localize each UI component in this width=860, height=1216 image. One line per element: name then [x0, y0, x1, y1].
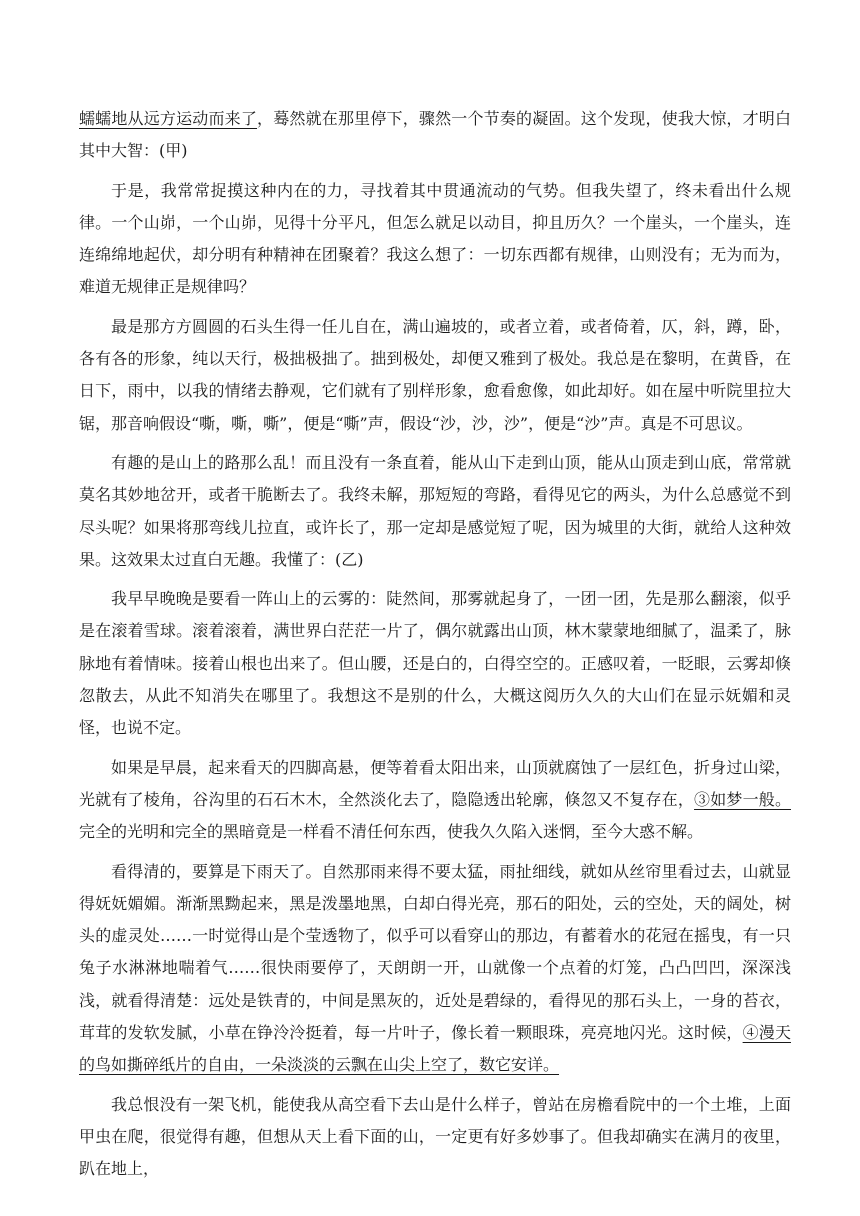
paragraph-8 [79, 1089, 791, 1186]
article-body [79, 103, 791, 1193]
text-run: 看得清的，要算是下雨天了。自然那雨来得不要太猛，雨扯细线，就如从丝帘里看过去，山就显得妩妩媚媚。渐渐黑黝起来，黑是泼墨地黑，白却白得光亮，那石的阳处，云的空处，天的阔处，树头的虚灵处……一时觉得山是个莹透物了，似乎可以看穿山的那边，有蓄着水的花冠在摇曳，有一只兔子水淋淋地喘着气……很快雨要停了，天朗朗一开，山就像一个点着的灯笼，凸凸凹凹，深深浅浅，就看得清楚：远处是铁青的，中间是黑灰的，近处是碧绿的，看得见的那石头上，一身的苔衣，茸茸的发软发腻，小草在铮泠泠挺着，每一片叶子，像长着一颗眼珠，亮亮地闪光。这时候， [79, 861, 791, 1043]
paragraph-3 [79, 311, 791, 440]
underlined-sentence-4: ④漫天的鸟如撕碎纸片的自由，一朵淡淡的云飘在山尖上空了，数它安详。 [79, 1023, 791, 1075]
text-run: 于是，我常常捉摸这种内在的力，寻找着其中贯通流动的气势。但我失望了，终未看出什么规律。一个山峁，一个山峁，见得十分平凡，但怎么就足以动目，抑且历久？一个崖头，一个崖头，连连绵绵地起伏，却分明有种精神在团聚着？我这么想了：一切东西都有规律，山则没有；无为而为，难道无规律正是规律吗？ [79, 180, 791, 297]
text-run: ，蓦然就在那里停下，骤然一个节奏的凝固。这个发现，使我大惊，才明白其中大智：(甲) [79, 109, 791, 161]
text-run: 我早早晚晚是要看一阵山上的云雾的：陡然间，那雾就起身了，一团一团，先是那么翻滚，似乎是在滚着雪球。滚着滚着，满世界白茫茫一片了，偶尔就露出山顶，林木蒙蒙地细腻了，温柔了，脉脉地有着情味。接着山根也出来了。但山腰，还是白的，白得空空的。正感叹着，一眨眼，云雾却倏忽散去，从此不知消失在哪里了。我想这不是别的什么，大概这阅历久久的大山们在显示妩媚和灵怪，也说不定。 [79, 589, 791, 738]
paragraph-5 [79, 583, 791, 744]
paragraph-1 [79, 103, 791, 168]
text-run: 有趣的是山上的路那么乱！而且没有一条直着，能从山下走到山顶，能从山顶走到山底，常常就莫名其妙地岔开，或者干脆断去了。我终未解，那短短的弯路，看得见它的两头，为什么总感觉不到尽头呢？如果将那弯线儿拉直，或许长了，那一定却是感觉短了呢，因为城里的大街，就给人这种效果。这效果太过直白无趣。我懂了：(乙) [79, 452, 791, 569]
paragraph-4 [79, 447, 791, 576]
paragraph-6 [79, 752, 791, 849]
paragraph-2 [79, 175, 791, 304]
underlined-phrase: 蠕蠕地从远方运动而来了 [79, 109, 258, 128]
underlined-sentence-3: ③如梦一般。 [694, 789, 791, 809]
text-run: 最是那方方圆圆的石头生得一任儿自在，满山遍坡的，或者立着，或者倚着，仄，斜，蹲，卧，各有各的形象，纯以天行，极拙极拙了。拙到极处，却便又雅到了极处。我总是在黎明，在黄昏，在日下，雨中，以我的情绪去静观，它们就有了别样形象，愈看愈像，如此却好。如在屋中听院里拉大锯，那音响假设“嘶，嘶，嘶”，便是“嘶”声，假设“沙，沙，沙”，便是“沙”声。真是不可思议。 [79, 316, 791, 433]
text-run: 完全的光明和完全的黑暗竟是一样看不清任何东西，使我久久陷入迷惘，至今大惑不解。 [79, 822, 704, 842]
paragraph-7 [79, 856, 791, 1082]
text-run: 如果是早晨，起来看天的四脚高悬，便等着看太阳出来，山顶就腐蚀了一层红色，折身过山梁，光就有了棱角，谷沟里的石石木木，全然淡化去了，隐隐透出轮廓，倏忽又不复存在， [79, 757, 791, 809]
text-run: 我总恨没有一架飞机，能使我从高空看下去山是什么样子，曾站在房檐看院中的一个土堆，上面甲虫在爬，很觉得有趣，但想从天上看下面的山，一定更有好多妙事了。但我却确实在满月的夜里，趴在地上， [79, 1094, 791, 1179]
